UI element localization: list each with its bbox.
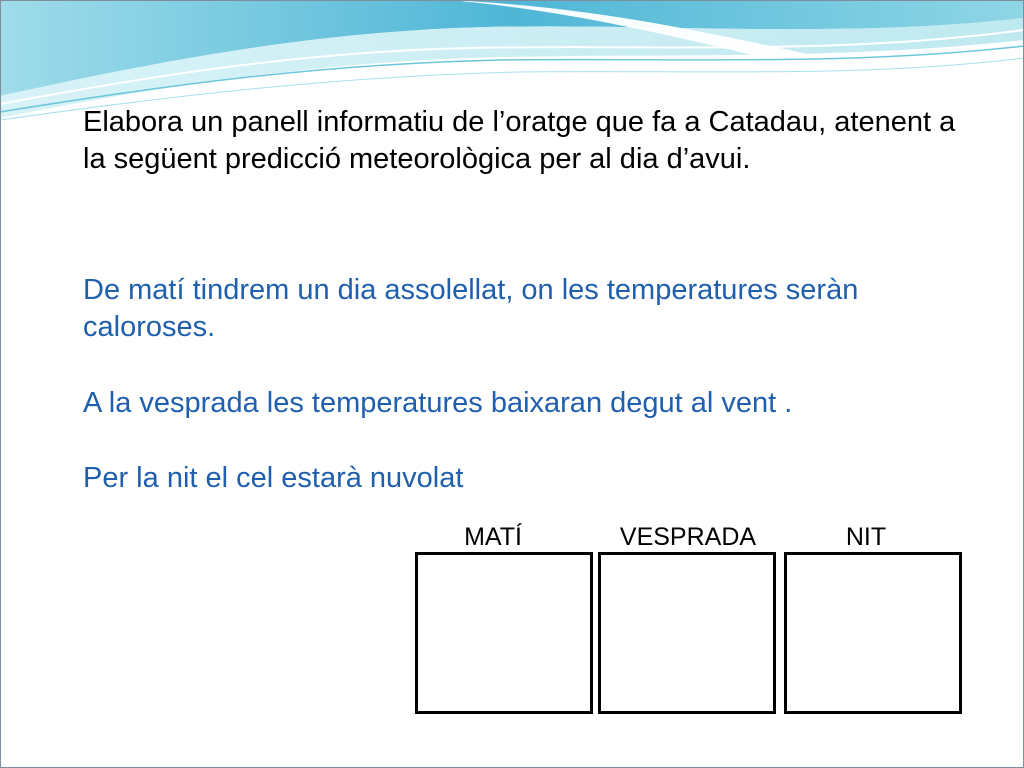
vesprada-label: VESPRADA [619, 523, 757, 551]
forecast-morning-text: De matí tindrem un dia assolellat, on les temperatures seràn caloroses. [83, 274, 859, 343]
forecast-night-text: Per la nit el cel estarà nuvolat [83, 462, 464, 494]
nit-label: NIT [845, 523, 887, 551]
nit-box [784, 552, 962, 714]
vesprada-box [598, 552, 776, 714]
mati-label: MATÍ [464, 523, 522, 551]
mati-box [415, 552, 593, 714]
instruction-text: Elabora un panell informatiu de l’oratge que fa a Catadau, atenent a la següent predicció meteorològica per al dia d’avui. [83, 106, 956, 175]
forecast-afternoon-text: A la vesprada les temperatures baixaran degut al vent . [83, 387, 793, 419]
